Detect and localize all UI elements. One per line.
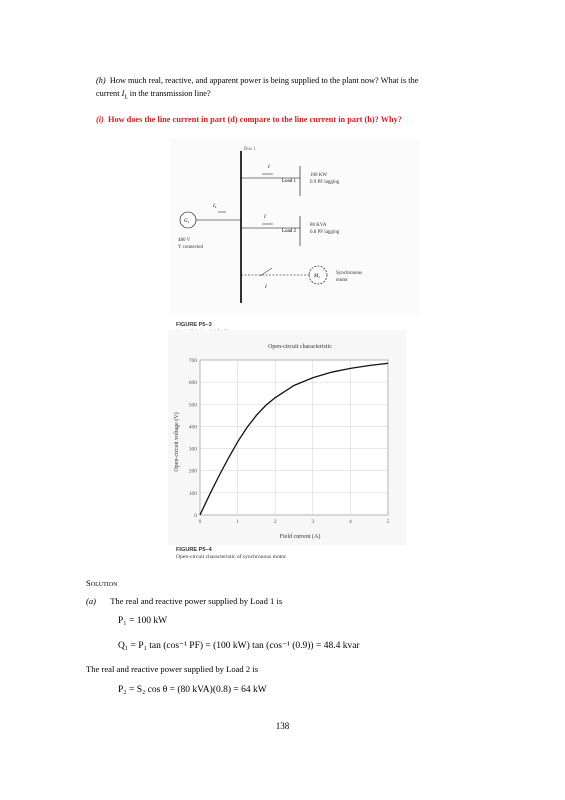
plot-area — [200, 360, 388, 515]
x-tick-label: 4 — [349, 519, 352, 525]
figure-p5-4-caption — [176, 547, 287, 561]
chart-x-axis-label: Field current (A) — [279, 534, 321, 540]
load2-rating-a: 80 KVA — [310, 223, 327, 228]
motor-current-label: I — [265, 285, 267, 290]
y-tick-label: 300 — [188, 446, 197, 453]
motor-label: $M_1$ — [314, 274, 320, 279]
motor-desc-a: Synchronous — [336, 271, 363, 276]
line-current-label: $I_L$ — [213, 204, 217, 209]
question-h-text-b-post: in the transmission line? — [127, 89, 211, 98]
chart-title: Open-circuit characteristic — [268, 344, 332, 350]
x-tick-label: 5 — [386, 519, 390, 525]
figure-p5-3-caption-text: A small industrial facility. — [176, 329, 235, 335]
generator-label: $G_1$ — [184, 219, 190, 224]
figure-p5-3-caption-title: FIGURE P5–3 — [176, 322, 212, 328]
figure-p5-4-caption-text: Open-circuit characteristic of synchronous motor. — [176, 554, 288, 560]
load1-label: Load 1 — [282, 179, 297, 184]
page-number: 138 — [275, 721, 290, 731]
load2-current-label: I — [264, 215, 266, 220]
y-tick-label: 600 — [188, 380, 197, 387]
current-symbol: I — [121, 89, 125, 98]
x-tick-label: 3 — [311, 519, 315, 525]
solution-part-a — [86, 596, 282, 606]
figure-p5-3-diagram — [170, 138, 420, 316]
x-tick-label: 1 — [236, 519, 239, 525]
question-h-text-b-pre: current — [96, 89, 122, 98]
motor-desc-b: motor — [336, 278, 348, 283]
load2-label: Load 2 — [282, 229, 297, 234]
y-tick-label: 700 — [188, 358, 197, 364]
load1-rating-b: 0.9 PF lagging — [310, 180, 340, 185]
y-tick-label: 100 — [188, 490, 197, 497]
equation-3: P₂ = S₂ cos θ = (80 kVA)(0.8) = 64 kW — [118, 685, 267, 695]
x-tick-label: 0 — [198, 519, 202, 525]
load2-rating-b: 0.8 PF lagging — [310, 230, 340, 235]
chart-y-axis-label: Open-circuit voltage (V) — [174, 412, 180, 472]
question-h-text-a: How much real, reactive, and apparent power is being supplied to the plant now? What is the — [109, 76, 419, 85]
load1-current-label: I — [268, 165, 270, 170]
load1-rating-a: 100 KW — [310, 173, 328, 178]
solution-part-label: (a) — [86, 596, 97, 606]
solution-heading: Solution — [86, 578, 118, 588]
generator-connection: Y connected — [178, 245, 203, 250]
y-tick-label: 0 — [194, 513, 197, 519]
question-h — [96, 74, 496, 105]
x-tick-label: 2 — [273, 519, 277, 525]
question-i-label: (i) — [96, 115, 104, 124]
y-tick-label: 500 — [188, 402, 197, 409]
solution-line-1: The real and reactive power supplied by Load 1 is — [110, 596, 283, 606]
question-i-text: How does the line current in part (d) compare to the line current in part (h)? Why? — [108, 115, 402, 124]
question-h-label: (h) — [96, 76, 106, 85]
solution-line-2: The real and reactive power supplied by Load 2 is — [86, 664, 259, 674]
bus-label: Bus 1 — [244, 147, 256, 152]
figure-p5-4-chart — [168, 330, 406, 545]
current-symbol-sub: L — [124, 94, 128, 101]
question-i — [96, 113, 496, 126]
y-tick-label: 400 — [188, 424, 197, 431]
figure-p5-4-caption-title: FIGURE P5–4 — [176, 547, 212, 553]
generator-voltage: 480 V — [178, 238, 191, 243]
equation-2: Q₁ = P₁ tan (cos⁻¹ PF) = (100 kW) tan (cos⁻¹ (0.9)) = 48.4 kvar — [118, 641, 360, 651]
equation-1: P₁ = 100 kW — [118, 616, 168, 626]
y-tick-label: 200 — [188, 468, 197, 475]
